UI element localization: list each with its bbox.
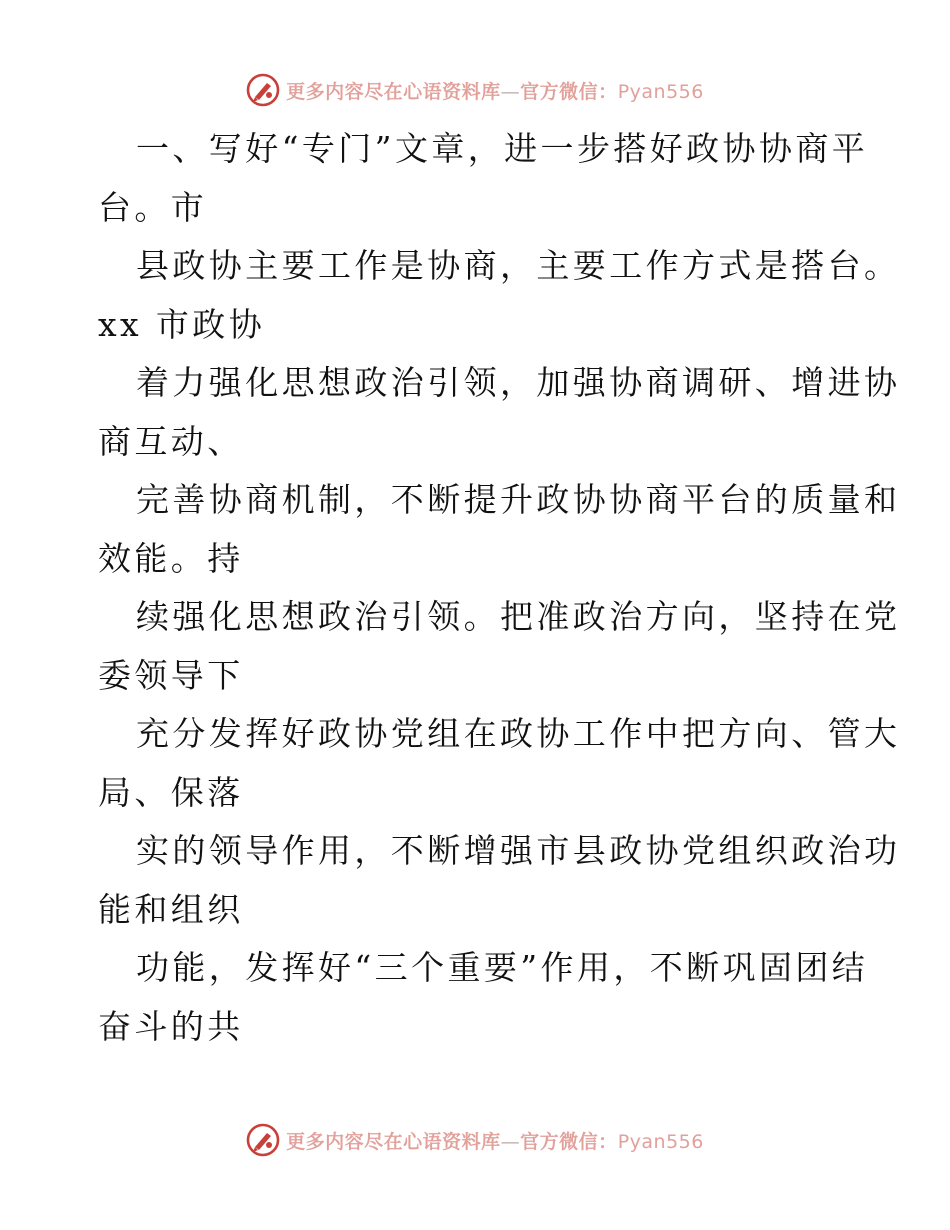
paragraph-line: 委领导下 [98,655,244,695]
paragraph-6 [98,705,901,822]
paragraph-line: 完善协商机制，不断提升政协协商平台的质量和 [136,480,901,519]
paragraph-line: 着力强化思想政治引领，加强协商调研、增进协 [136,363,901,402]
watermark-separator: — [500,80,521,103]
watermark-label: 官方微信： [520,80,618,103]
paragraph-line: 奋斗的共 [98,1006,244,1046]
paragraph-7 [98,822,901,939]
paragraph-line: 续强化思想政治引领。把准政治方向，坚持在党 [136,597,901,636]
paragraph-line: 县政协主要工作是协商，主要工作方式是搭台。 [136,246,901,285]
paragraph-line: 一、写好“专门”文章，进一步搭好政协协商平 [136,129,869,168]
paragraph-1 [98,120,869,237]
header-watermark [0,70,950,110]
paragraph-line: xx 市政协 [98,304,266,344]
paragraph-line: 实的领导作用，不断增强市县政协党组织政治功 [136,831,901,870]
paragraph-5 [98,588,901,705]
watermark-separator: — [500,1130,521,1153]
watermark-group [246,73,704,107]
watermark-text [286,77,704,104]
watermark-text [286,1127,704,1154]
paragraph-2 [98,237,901,354]
paragraph-line: 台。市 [98,187,208,227]
brand-logo-icon [246,1123,280,1157]
paragraph-4 [98,471,901,588]
watermark-account: Pyan556 [617,1130,704,1153]
paragraph-3 [98,354,901,471]
watermark-group [246,1123,704,1157]
watermark-brand: 更多内容尽在心语资料库 [286,80,501,103]
paragraph-line: 商互动、 [98,421,244,461]
paragraph-line: 能和组织 [98,889,244,929]
watermark-label: 官方微信： [520,1130,618,1153]
footer-watermark [0,1120,950,1160]
paragraph-line: 局、保落 [98,772,244,812]
paragraph-line: 效能。持 [98,538,244,578]
watermark-brand: 更多内容尽在心语资料库 [286,1130,501,1153]
paragraph-8 [98,939,869,1056]
brand-logo-icon [246,73,280,107]
watermark-account: Pyan556 [617,80,704,103]
document-body [98,120,901,1056]
paragraph-line: 功能，发挥好“三个重要”作用，不断巩固团结 [136,948,869,987]
paragraph-line: 充分发挥好政协党组在政协工作中把方向、管大 [136,714,901,753]
